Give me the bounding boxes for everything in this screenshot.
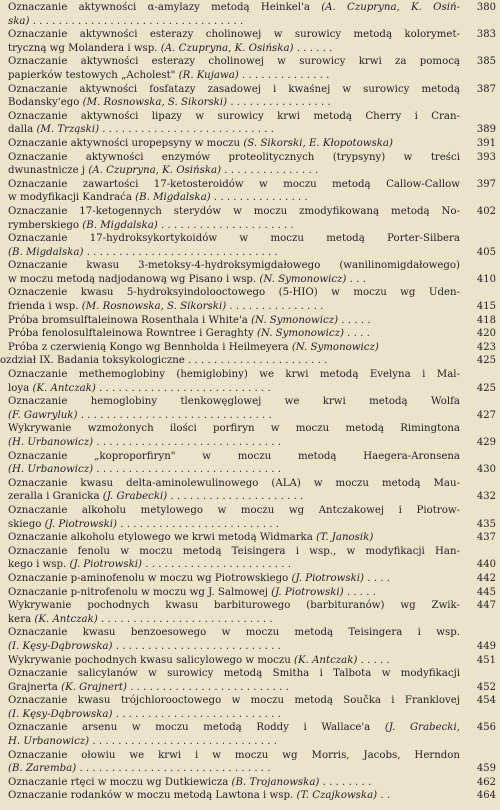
toc-title-text: ozdział IX. Badania toksykologiczne: [0, 355, 185, 367]
toc-entry-line: [8, 545, 460, 559]
toc-title-text: Oznaczanie aktywności lipazy w surowicy krwi metodą Cherry i Cran-: [8, 110, 460, 122]
toc-entry: [0, 341, 500, 355]
toc-entry-line: [8, 490, 460, 504]
toc-authors: (M. Rosnowska, S. Sikorski): [82, 97, 228, 109]
toc-entry-line: [8, 42, 460, 56]
toc-entry: [0, 450, 500, 477]
toc-entry-line: [8, 762, 460, 776]
toc-authors: H. Urbanowicz): [8, 736, 90, 748]
toc-title-text: w modyfikacji Kandraća: [8, 192, 136, 204]
toc-entry-line: [8, 776, 460, 790]
toc-title-text: Oznaczenie kwasu 5-hydroksyindolooctowego (5-HIO) w moczu wg Uden-: [8, 287, 460, 299]
toc-page-number: 440: [476, 559, 496, 571]
toc-title-text: Oznaczanie aktywności uropepsyny w moczu: [8, 137, 244, 149]
toc-entry-line: [8, 667, 460, 681]
toc-page-number: 427: [476, 409, 496, 421]
toc-page-number: 452: [476, 681, 496, 693]
toc-entry: [0, 395, 500, 422]
toc-entry-line: [8, 300, 460, 314]
toc-entry-line: [8, 572, 460, 586]
toc-entry: [0, 789, 500, 803]
toc-entry-line: [8, 1, 460, 15]
toc-title-text: . .: [377, 790, 391, 802]
toc-authors: (K. Antczak): [294, 654, 358, 666]
toc-title-text: Oznaczanie aktywności esterazy cholinowej w surowicy metodą kolorymet-: [8, 29, 460, 41]
toc-title-text: Oznaczanie 17-ketogennych sterydów w moczu zmodyfikowaną metodą No-: [8, 205, 460, 217]
toc-title-text: Oznaczanie kwasu delta-aminolewulinowego (ALA) w moczu metodą Mau-: [8, 477, 460, 489]
toc-title-text: Oznaczanie fenolu w moczu metodą Teisingera i wsp., w modyfikacji Han-: [8, 545, 460, 557]
toc-title-text: Oznaczanie rtęci w moczu wg Dutkiewicza: [8, 776, 232, 788]
toc-title-text: Oznaczanie hemoglobiny tlenkowęglowej we krwi metodą Wolfa: [8, 396, 460, 408]
toc-entry: [0, 28, 500, 55]
toc-authors: (J. Grabecki): [102, 491, 168, 503]
toc-entry-line: [8, 178, 460, 192]
toc-title-text: kera: [8, 613, 35, 625]
toc-authors: (J. Piotrowski): [69, 559, 142, 571]
toc-entry-line: [8, 681, 460, 695]
toc-entry: [0, 477, 500, 504]
toc-title-text: Oznaczanie p-aminofenolu w moczu wg Piotrowskiego: [8, 572, 292, 584]
toc-entry: [0, 232, 500, 259]
toc-entry: [0, 314, 500, 328]
toc-entry-line: [8, 477, 460, 491]
toc-entry-line: [8, 368, 460, 382]
toc-page-number: 389: [476, 124, 496, 136]
toc-title-text: . . . . . . . . . . . . . . .: [221, 165, 319, 177]
toc-entry: [0, 749, 500, 776]
toc-entry-line: [8, 164, 460, 178]
toc-authors: (K. Antczak): [32, 382, 96, 394]
toc-page-number: 437: [476, 532, 496, 544]
toc-entry-line: [8, 286, 460, 300]
toc-title-text: Oznaczanie aktywności α-amylazy metodą Heinkel'a: [8, 2, 322, 13]
toc-title-text: rymberskiego: [8, 219, 83, 231]
toc-title-text: . . . . .: [343, 586, 376, 598]
toc-entry: [0, 151, 500, 178]
toc-entry: [0, 667, 500, 694]
toc-authors: (K. Grajnert): [61, 681, 127, 693]
toc-entry-line: [8, 151, 460, 165]
toc-entry-line: [8, 28, 460, 42]
toc-authors: (M. Trząski): [36, 124, 100, 136]
toc-page-number: 415: [476, 301, 496, 313]
toc-entry-line: [8, 341, 460, 355]
toc-entry-line: [8, 586, 460, 600]
toc-title-text: Oznaczanie p-nitrofenolu w moczu wg J. Salmowej: [8, 586, 272, 598]
toc-title-text: dwunastnicze j: [8, 165, 89, 177]
toc-page-number: 454: [476, 695, 496, 707]
toc-title-text: . . . . . . . . . . . . . . . . . . . . . . . . . . . . . .: [77, 409, 272, 421]
toc-page-number: 425: [476, 355, 496, 367]
toc-authors: (H. Urbanowicz): [8, 464, 94, 476]
toc-entry-line: [8, 232, 460, 246]
toc-entry-line: [8, 599, 460, 613]
toc-title-text: kego i wsp.: [8, 559, 70, 571]
toc-page-number: 442: [476, 572, 496, 584]
toc-title-text: . . .: [346, 273, 366, 285]
toc-title-text: . . . . . .: [293, 42, 333, 54]
toc-title-text: papierków testowych „Acholest": [8, 69, 179, 81]
toc-title-text: Oznaczanie „koproporfiryn" w moczu metodą Haegera-Aronsena: [8, 450, 460, 462]
toc-page-number: 410: [476, 273, 496, 285]
toc-authors: (J. Grabecki,: [384, 722, 460, 734]
toc-entry-line: [8, 96, 460, 110]
toc-entry-line: [8, 15, 460, 29]
toc-title-text: skiego: [8, 518, 45, 530]
toc-entry-line: [8, 137, 460, 151]
toc-title-text: Wykrywanie pochodnych kwasu salicylowego w moczu: [8, 654, 295, 666]
toc-authors: (B. Trojanowska): [231, 776, 320, 788]
toc-title-text: . . . . . . . .: [319, 776, 372, 788]
toc-page-number: 462: [476, 776, 496, 788]
toc-title-text: Oznaczanie rodanków w moczu metodą Lawtona i wsp.: [8, 790, 297, 802]
toc-title-text: w moczu metodą nadjodanową wg Pisano i wsp.: [8, 273, 260, 285]
toc-entry-line: [8, 395, 460, 409]
toc-page-number: 393: [476, 151, 496, 163]
toc-page-number: 380: [476, 2, 496, 13]
toc-page-number: 430: [476, 464, 496, 476]
toc-entry-line: [8, 314, 460, 328]
toc-authors: (B. Migdalska): [8, 246, 84, 258]
toc-entry: [0, 327, 500, 341]
toc-entry: [0, 586, 500, 600]
toc-page-number: 435: [476, 518, 496, 530]
toc-entry: [0, 572, 500, 586]
toc-title-text: Wykrywanie pochodnych kwasu barbiturowego (barbituranów) wg Zwik-: [8, 600, 460, 612]
toc-authors: (T. Janosik): [316, 532, 374, 544]
toc-authors: (A. Czupryna, K. Osińska): [88, 165, 222, 177]
toc-entry-line: [8, 123, 460, 137]
toc-title-text: . . . . . . . . . . . . . . . . . . . . .: [167, 491, 304, 503]
toc-page-number: 418: [476, 314, 496, 326]
toc-title-text: Oznaczanie kwasu benzoesowego w moczu metodą Teisingera i wsp.: [8, 627, 460, 639]
toc-authors: (H. Urbanowicz): [8, 437, 94, 448]
toc-page-number: 432: [476, 491, 496, 503]
toc-entry-line: [8, 246, 460, 260]
toc-entry-line: [8, 69, 460, 83]
toc-title-text: . . . .: [364, 572, 390, 584]
toc-title-text: . . . . . . . . . . . . . . . . . . . . . . . . . . . . .: [93, 464, 281, 476]
toc-title-text: Oznaczanie arsenu w moczu metodą Roddy i Wallace'a: [8, 722, 385, 734]
toc-title-text: zeralla i Granicka: [8, 491, 103, 503]
toc-title-text: Oznaczanie kwasu 3-metoksy-4-hydroksymigdałowego (wanilinomigdałowego): [8, 260, 460, 272]
toc-title-text: Oznaczanie aktywności fosfatazy zasadowej i kwaśnej w surowicy metodą: [8, 83, 460, 95]
toc-page-number: 429: [476, 437, 496, 448]
toc-title-text: . . . . . . . . . . . . . . . . . . . . . . . . .: [126, 681, 289, 693]
toc-page-number: 464: [476, 790, 496, 802]
toc-entry-line: [8, 558, 460, 572]
toc-entry-line: [8, 83, 460, 97]
toc-title-text: Oznaczanie kwasu trójchlorooctowego w moczu metodą Součka i Franklovej: [8, 695, 460, 707]
toc-entry-line: [8, 463, 460, 477]
toc-entry: [0, 545, 500, 572]
chapter-heading: [0, 354, 500, 368]
toc-page-number: 402: [476, 205, 496, 217]
toc-entry: [0, 110, 500, 137]
toc-authors: (A. Czupryna, K. Osiń-: [321, 2, 460, 13]
toc-title-text: Oznaczanie alkoholu metylowego w moczu wg Antczakowej i Piotrow-: [8, 504, 460, 516]
toc-entry-line: [8, 613, 460, 627]
toc-title-text: . . . .: [343, 328, 370, 340]
toc-page-number: 405: [476, 246, 496, 258]
toc-authors: (K. Antczak): [34, 613, 98, 625]
toc-page-number: 449: [476, 640, 496, 652]
toc-title-text: Oznaczanie ołowiu we krwi i w moczu wg Morris, Jacobs, Herndon: [8, 749, 460, 761]
toc-authors: (B. Zaremba): [8, 763, 77, 775]
toc-entry: [0, 137, 500, 151]
toc-entry-line: [8, 110, 460, 124]
toc-authors: (B. Migdalska): [82, 219, 158, 231]
toc-entry-line: [8, 273, 460, 287]
toc-title-text: . . . . . . . . . . . . . . . . . . . . . . . . . . . . . .: [83, 246, 278, 258]
toc-authors: (R. Kujawa): [178, 69, 239, 81]
toc-entry-line: [8, 531, 460, 545]
toc-authors: (J. Piotrowski): [291, 572, 364, 584]
toc-page-number: 383: [476, 29, 496, 41]
toc-title-text: . . . . .: [338, 314, 371, 326]
toc-entry-line: [8, 518, 460, 532]
toc-title-text: Grajnerta: [8, 681, 62, 693]
toc-entry: [0, 531, 500, 545]
toc-page-number: 423: [476, 341, 496, 353]
toc-title-text: tryczną wg Molandera i wsp.: [8, 42, 161, 54]
toc-authors: (I. Kęsy-Dąbrowska): [8, 708, 113, 720]
toc-entry: [0, 1, 500, 28]
toc-page-number: 397: [476, 178, 496, 190]
toc-entry-line: [8, 694, 460, 708]
toc-entry-line: [8, 436, 460, 450]
toc-title-text: Oznaczanie methemoglobiny (hemiglobiny) we krwi metodą Evelyna i Mal-: [8, 369, 460, 381]
toc-entry-line: [8, 708, 460, 722]
toc-authors: (J. Piotrowski): [271, 586, 344, 598]
toc-entry-line: [8, 721, 460, 735]
toc-authors: (N. Symonowicz): [256, 328, 344, 340]
toc-title-text: . . . . . . . . . . . . . . . . . . . . . . . . . .: [112, 708, 281, 720]
toc-entry-line: [8, 640, 460, 654]
toc-entry: [0, 626, 500, 653]
toc-title-text: . . . . . . . . . . . . . . . . . . . . . .: [184, 355, 328, 367]
toc-page-number: 420: [476, 328, 496, 340]
toc-entry-line: [8, 422, 460, 436]
toc-title-text: . . . . . . . . . . . . . .: [238, 69, 330, 81]
toc-entry: [0, 178, 500, 205]
toc-title-text: Wykrywanie wzmożonych ilości porfiryn w moczu metodą Rimingtona: [8, 423, 460, 435]
toc-authors: (N. Symonowicz): [251, 314, 339, 326]
toc-entry-line: [8, 504, 460, 518]
toc-page-number: 456: [476, 722, 496, 734]
toc-entry: [0, 721, 500, 748]
toc-entry-line: [8, 409, 460, 423]
toc-authors: (N. Symonowicz): [291, 341, 379, 353]
toc-entry: [0, 259, 500, 286]
toc-title-text: . . . . . . . . . . . . . . . . . . . . . . . . .: [117, 518, 279, 530]
toc-entry: [0, 205, 500, 232]
toc-page-number: 445: [476, 586, 496, 598]
toc-entry-line: [8, 654, 460, 668]
toc-title-text: . . . . . . . . . . . . . . . . . . . . . . . . . . . . . . . . .: [29, 15, 244, 27]
toc-entry: [0, 83, 500, 110]
toc-entry: [0, 55, 500, 82]
toc-authors: (N. Symonowicz): [259, 273, 347, 285]
toc-title-text: . . . . . . . . . . . . . . . . . . . . . . . . . . . . . .: [76, 763, 271, 775]
toc-entry: [0, 654, 500, 668]
toc-entry-line: [8, 205, 460, 219]
toc-title-text: frienda i wsp.: [8, 301, 82, 313]
toc-page-number: 425: [476, 382, 496, 394]
toc-title-text: . . . . . . . . . . . . . . .: [226, 301, 324, 313]
toc-entry-line: [8, 735, 460, 749]
toc-title-text: . . . . . . . . . . . . . . .: [210, 192, 308, 204]
toc-entry: [0, 694, 500, 721]
toc-page-number: 451: [476, 654, 496, 666]
toc-authors: (T. Czajkowska): [296, 790, 378, 802]
toc-title-text: . . . . . . . . . . . . . . . . . . . . .: [157, 219, 294, 231]
toc-title-text: Oznaczanie aktywności enzymów proteolitycznych (trypsyny) w treści: [8, 151, 460, 163]
toc-entry: [0, 286, 500, 313]
toc-title-text: . . . . . . . . . . . . . . . . . . . . . . . . . . .: [95, 382, 271, 394]
toc-page-number: 391: [476, 137, 496, 149]
toc-entry-line: [8, 259, 460, 273]
toc-entry-line: [8, 382, 460, 396]
toc-entry: [0, 368, 500, 395]
toc-page-number: 385: [476, 56, 496, 68]
toc-entry-line: [8, 327, 460, 341]
toc-entry-line: [8, 219, 460, 233]
toc-title-text: Oznaczanie alkoholu etylowego we krwi metodą Widmarka: [8, 532, 317, 544]
toc-page-number: 459: [476, 763, 496, 775]
toc-entry: [0, 504, 500, 531]
toc-title-text: Oznaczanie 17-hydroksykortykoidów w moczu metodą Porter-Silbera: [8, 233, 460, 245]
toc-entry: [0, 599, 500, 626]
toc-authors: (S. Sikorski, E. Kłopotowska): [243, 137, 393, 149]
toc-title-text: . . . . . . . . . . . . . . . . . . . . . . . . . . .: [99, 124, 274, 136]
toc-title-text: dalla: [8, 124, 37, 136]
toc-page-number: 387: [476, 83, 496, 95]
toc-page-number: 447: [476, 600, 496, 612]
toc-title-text: . . . . . . . . . . . . . . . . . . . . . . . . . . . . .: [89, 736, 277, 748]
toc-title-text: Próba fenolosulftaleinowa Rowntree i Geraghty: [8, 328, 257, 340]
toc-authors: (F. Gawryluk): [8, 409, 78, 421]
toc-authors: (B. Migdalska): [135, 192, 211, 204]
toc-title-text: . . . . . . . . . . . . . . . . . . . . . . . . . . .: [97, 613, 273, 625]
toc-entry-line: [8, 55, 460, 69]
toc-title-text: . . . . . . . . . . . . . . . . . . . . . . . . . . . . .: [93, 437, 281, 448]
toc-entry-line: [8, 626, 460, 640]
toc-title-text: Bodansky'ego: [8, 97, 83, 109]
toc-title-text: . . . . . . . . . . . . . . . . . . . . . . .: [142, 559, 291, 571]
toc-authors: (J. Piotrowski): [44, 518, 118, 530]
toc-authors: (M. Rosnowska, S. Sikorski): [81, 301, 227, 313]
toc-authors: (I. Kęsy-Dąbrowska): [8, 640, 113, 652]
toc-entry-line: [8, 789, 460, 803]
toc-title-text: loya: [8, 382, 33, 394]
toc-title-text: Oznaczanie zawartości 17-ketosteroidów w moczu metodą Callow-Callow: [8, 178, 460, 190]
toc-title-text: Oznaczanie salicylanów w surowicy metodą Smitha i Talbota w modyfikacji: [8, 668, 460, 680]
toc-title-text: . . . . . . . . . . . . . . . .: [227, 97, 331, 109]
toc-title-text: Próba bromsulftaleinowa Rosenthala i White'a: [8, 314, 252, 326]
toc-entry-line: [8, 191, 460, 205]
toc-title-text: Oznaczanie aktywności esterazy cholinowej w surowicy krwi za pomocą: [8, 56, 460, 68]
toc-entry: [0, 776, 500, 790]
toc-entry-line: [8, 749, 460, 763]
toc-entry-line: [8, 450, 460, 464]
toc-title-text: Próba z czerwienią Kongo wg Bennholda i Heilmeyera: [8, 341, 292, 353]
toc-authors: ska): [8, 15, 30, 27]
toc-title-text: . . . . . . . . . . . . . . . . . . . . . . . . . .: [112, 640, 281, 652]
toc-entry-line: [0, 354, 460, 368]
toc-title-text: . . . . .: [357, 654, 390, 666]
toc-authors: (A. Czupryna, K. Osińska): [160, 42, 294, 54]
toc-entry: [0, 422, 500, 449]
